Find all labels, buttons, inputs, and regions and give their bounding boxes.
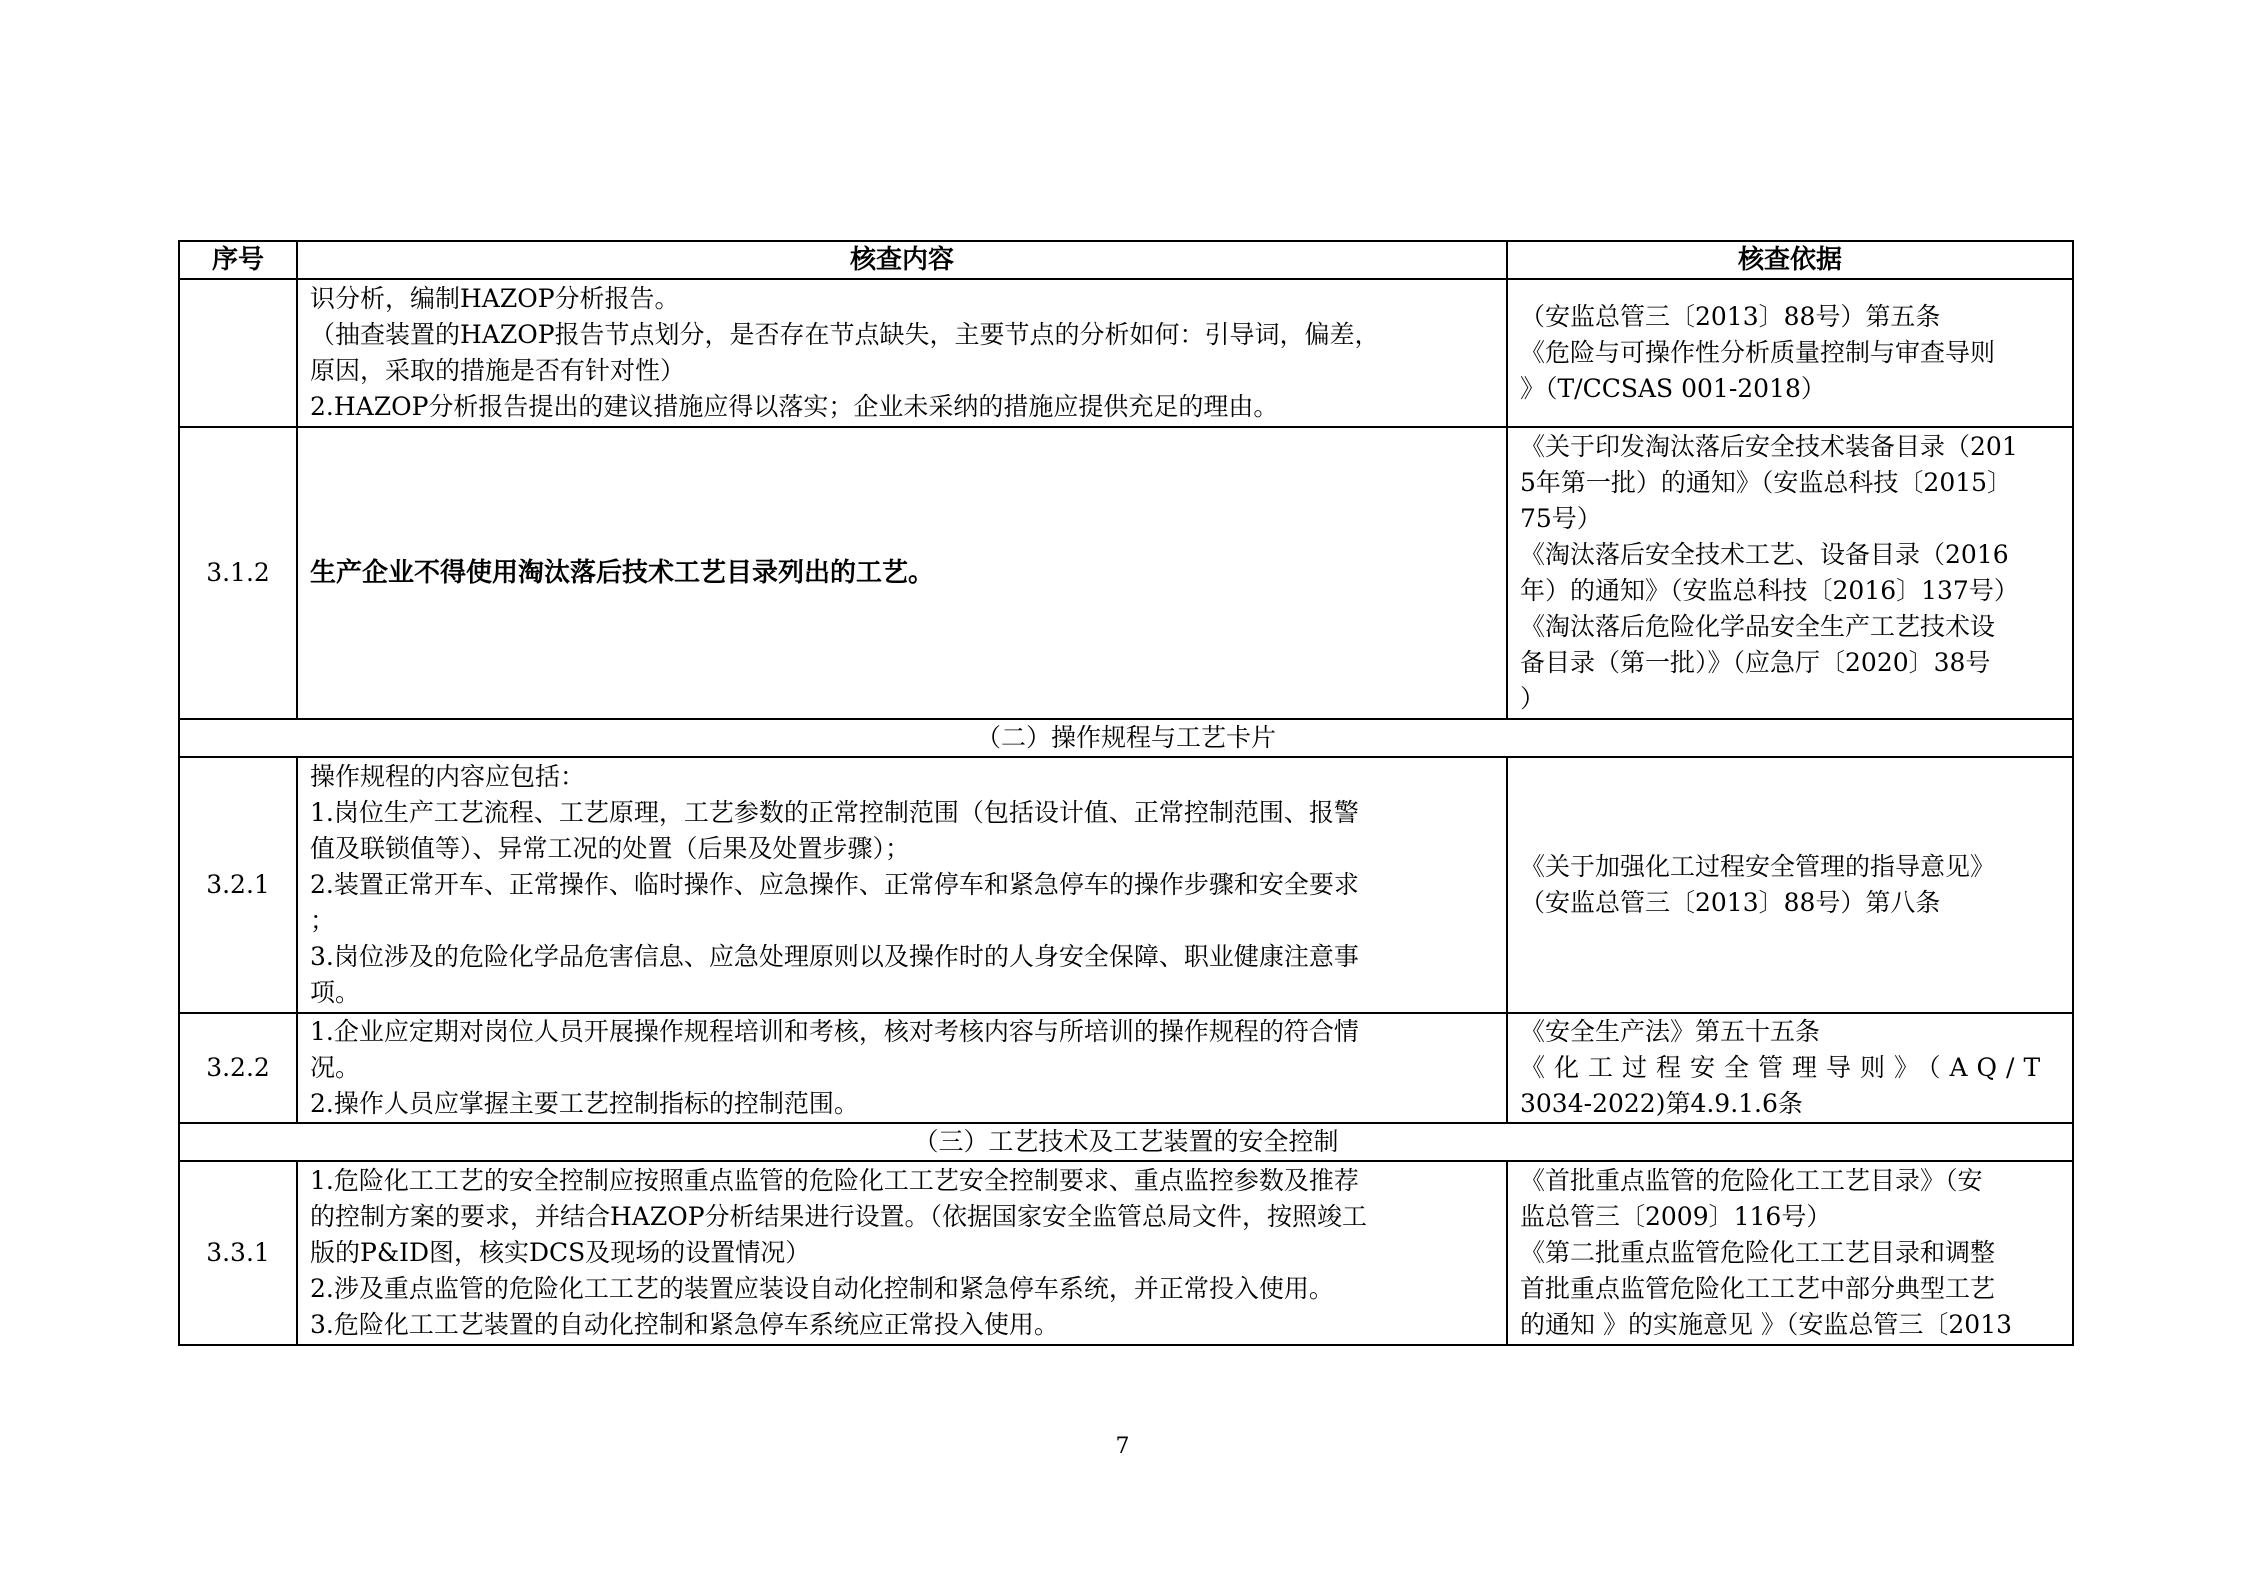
- basis-line: 《关于印发淘汰落后安全技术装备目录（201: [1520, 432, 2018, 461]
- basis-line: 的通知 》的实施意见 》（安监总管三〔2013: [1520, 1310, 2013, 1339]
- content-line: 生产企业不得使用淘汰落后技术工艺目录列出的工艺。: [310, 558, 935, 588]
- basis-line: 《安全生产法》第五十五条: [1520, 1017, 1821, 1046]
- basis-line: ）: [1520, 684, 1546, 713]
- basis-line: 《淘汰落后安全技术工艺、设备目录（2016: [1520, 540, 2009, 569]
- table-row: [179, 1013, 2073, 1123]
- content-line: 2.涉及重点监管的危险化工工艺的装置应装设自动化控制和紧急停车系统，并正常投入使用。: [310, 1274, 1334, 1303]
- content-line: 项。: [310, 978, 361, 1007]
- row-basis: [1507, 757, 2073, 1013]
- content-line: 1.危险化工工艺的安全控制应按照重点监管的危险化工工艺安全控制要求、重点监控参数及推荐: [310, 1166, 1359, 1195]
- header-basis: 核查依据: [1507, 241, 2073, 279]
- content-line: 3.危险化工工艺装置的自动化控制和紧急停车系统应正常投入使用。: [310, 1310, 1059, 1339]
- row-content: [297, 1013, 1507, 1123]
- content-line: 值及联锁值等）、异常工况的处置（后果及处置步骤）；: [310, 834, 911, 863]
- content-line: 版的P&ID图，核实DCS及现场的设置情况）: [310, 1238, 811, 1267]
- content-line: 操作规程的内容应包括：: [310, 762, 586, 791]
- row-basis: [1507, 279, 2073, 427]
- content-line: （抽查装置的HAZOP报告节点划分，是否存在节点缺失，主要节点的分析如何：引导词，偏差，: [310, 320, 1380, 349]
- section-title: （二）操作规程与工艺卡片: [179, 719, 2073, 757]
- table-row: [179, 757, 2073, 1013]
- row-number: 3.3.1: [179, 1161, 297, 1345]
- row-basis: [1507, 427, 2073, 719]
- content-line: 原因，采取的措施是否有针对性）: [310, 356, 686, 385]
- basis-line: 首批重点监管危险化工工艺中部分典型工艺: [1520, 1274, 1996, 1303]
- row-number: 3.2.1: [179, 757, 297, 1013]
- section-row: [179, 1123, 2073, 1161]
- row-content: [297, 279, 1507, 427]
- table-row: [179, 279, 2073, 427]
- basis-line: （安监总管三〔2013〕88号）第八条: [1520, 888, 1941, 917]
- basis-line: 《首批重点监管的危险化工工艺目录》（安: [1520, 1166, 1983, 1195]
- inspection-table: [178, 240, 2074, 1346]
- row-number: 3.2.2: [179, 1013, 297, 1123]
- row-basis: [1507, 1161, 2073, 1345]
- table-row: [179, 427, 2073, 719]
- basis-line: 《关于加强化工过程安全管理的指导意见》: [1520, 852, 1996, 881]
- table-header-row: [179, 241, 2073, 279]
- content-line: 2.HAZOP分析报告提出的建议措施应得以落实；企业未采纳的措施应提供充足的理由。: [310, 392, 1279, 421]
- basis-line: 》（T/CCSAS 001-2018）: [1520, 374, 1826, 403]
- row-basis: [1507, 1013, 2073, 1123]
- basis-line: 年）的通知》（安监总科技〔2016〕137号）: [1520, 576, 2019, 605]
- basis-line: （安监总管三〔2013〕88号）第五条: [1520, 302, 1941, 331]
- row-number: 3.1.2: [179, 427, 297, 719]
- content-line: 3.岗位涉及的危险化学品危害信息、应急处理原则以及操作时的人身安全保障、职业健康注意事: [310, 942, 1359, 971]
- content-line: 识分析，编制HAZOP分析报告。: [310, 284, 680, 313]
- basis-line: 75号）: [1520, 504, 1602, 533]
- content-line: 1.岗位生产工艺流程、工艺原理，工艺参数的正常控制范围（包括设计值、正常控制范围、报警: [310, 798, 1359, 827]
- header-num: 序号: [179, 241, 297, 279]
- basis-line: 3034-2022)第4.9.1.6条: [1520, 1089, 1803, 1118]
- page-number: 7: [1115, 1434, 1130, 1459]
- content-line: 1.企业应定期对岗位人员开展操作规程培训和考核，核对考核内容与所培训的操作规程的符合情: [310, 1017, 1359, 1046]
- content-line: ；: [310, 906, 336, 935]
- table-row: [179, 1161, 2073, 1345]
- content-line: 2.装置正常开车、正常操作、临时操作、应急操作、正常停车和紧急停车的操作步骤和安全要求: [310, 870, 1359, 899]
- section-title: （三）工艺技术及工艺装置的安全控制: [179, 1123, 2073, 1161]
- basis-line: 监总管三〔2009〕116号）: [1520, 1202, 1832, 1231]
- content-line: 况。: [310, 1053, 361, 1082]
- content-line: 的控制方案的要求，并结合HAZOP分析结果进行设置。（依据国家安全监管总局文件，按照竣工: [310, 1202, 1368, 1231]
- basis-line: 5年第一批）的通知》（安监总科技〔2015〕: [1520, 468, 2013, 497]
- content-line: 2.操作人员应掌握主要工艺控制指标的控制范围。: [310, 1089, 859, 1118]
- header-content: 核查内容: [297, 241, 1507, 279]
- section-row: [179, 719, 2073, 757]
- basis-line: 《淘汰落后危险化学品安全生产工艺技术设: [1520, 612, 1996, 641]
- basis-line: 《第二批重点监管危险化工工艺目录和调整: [1520, 1238, 1996, 1267]
- row-content: [297, 1161, 1507, 1345]
- row-content: [297, 757, 1507, 1013]
- basis-line: 《化工过程安全管理导则》（AQ/T: [1520, 1053, 2050, 1082]
- basis-line: 备目录（第一批）》（应急厅〔2020〕38号: [1520, 648, 1991, 677]
- row-number: [179, 279, 297, 427]
- basis-line: 《危险与可操作性分析质量控制与审查导则: [1520, 338, 1996, 367]
- row-content: [297, 427, 1507, 719]
